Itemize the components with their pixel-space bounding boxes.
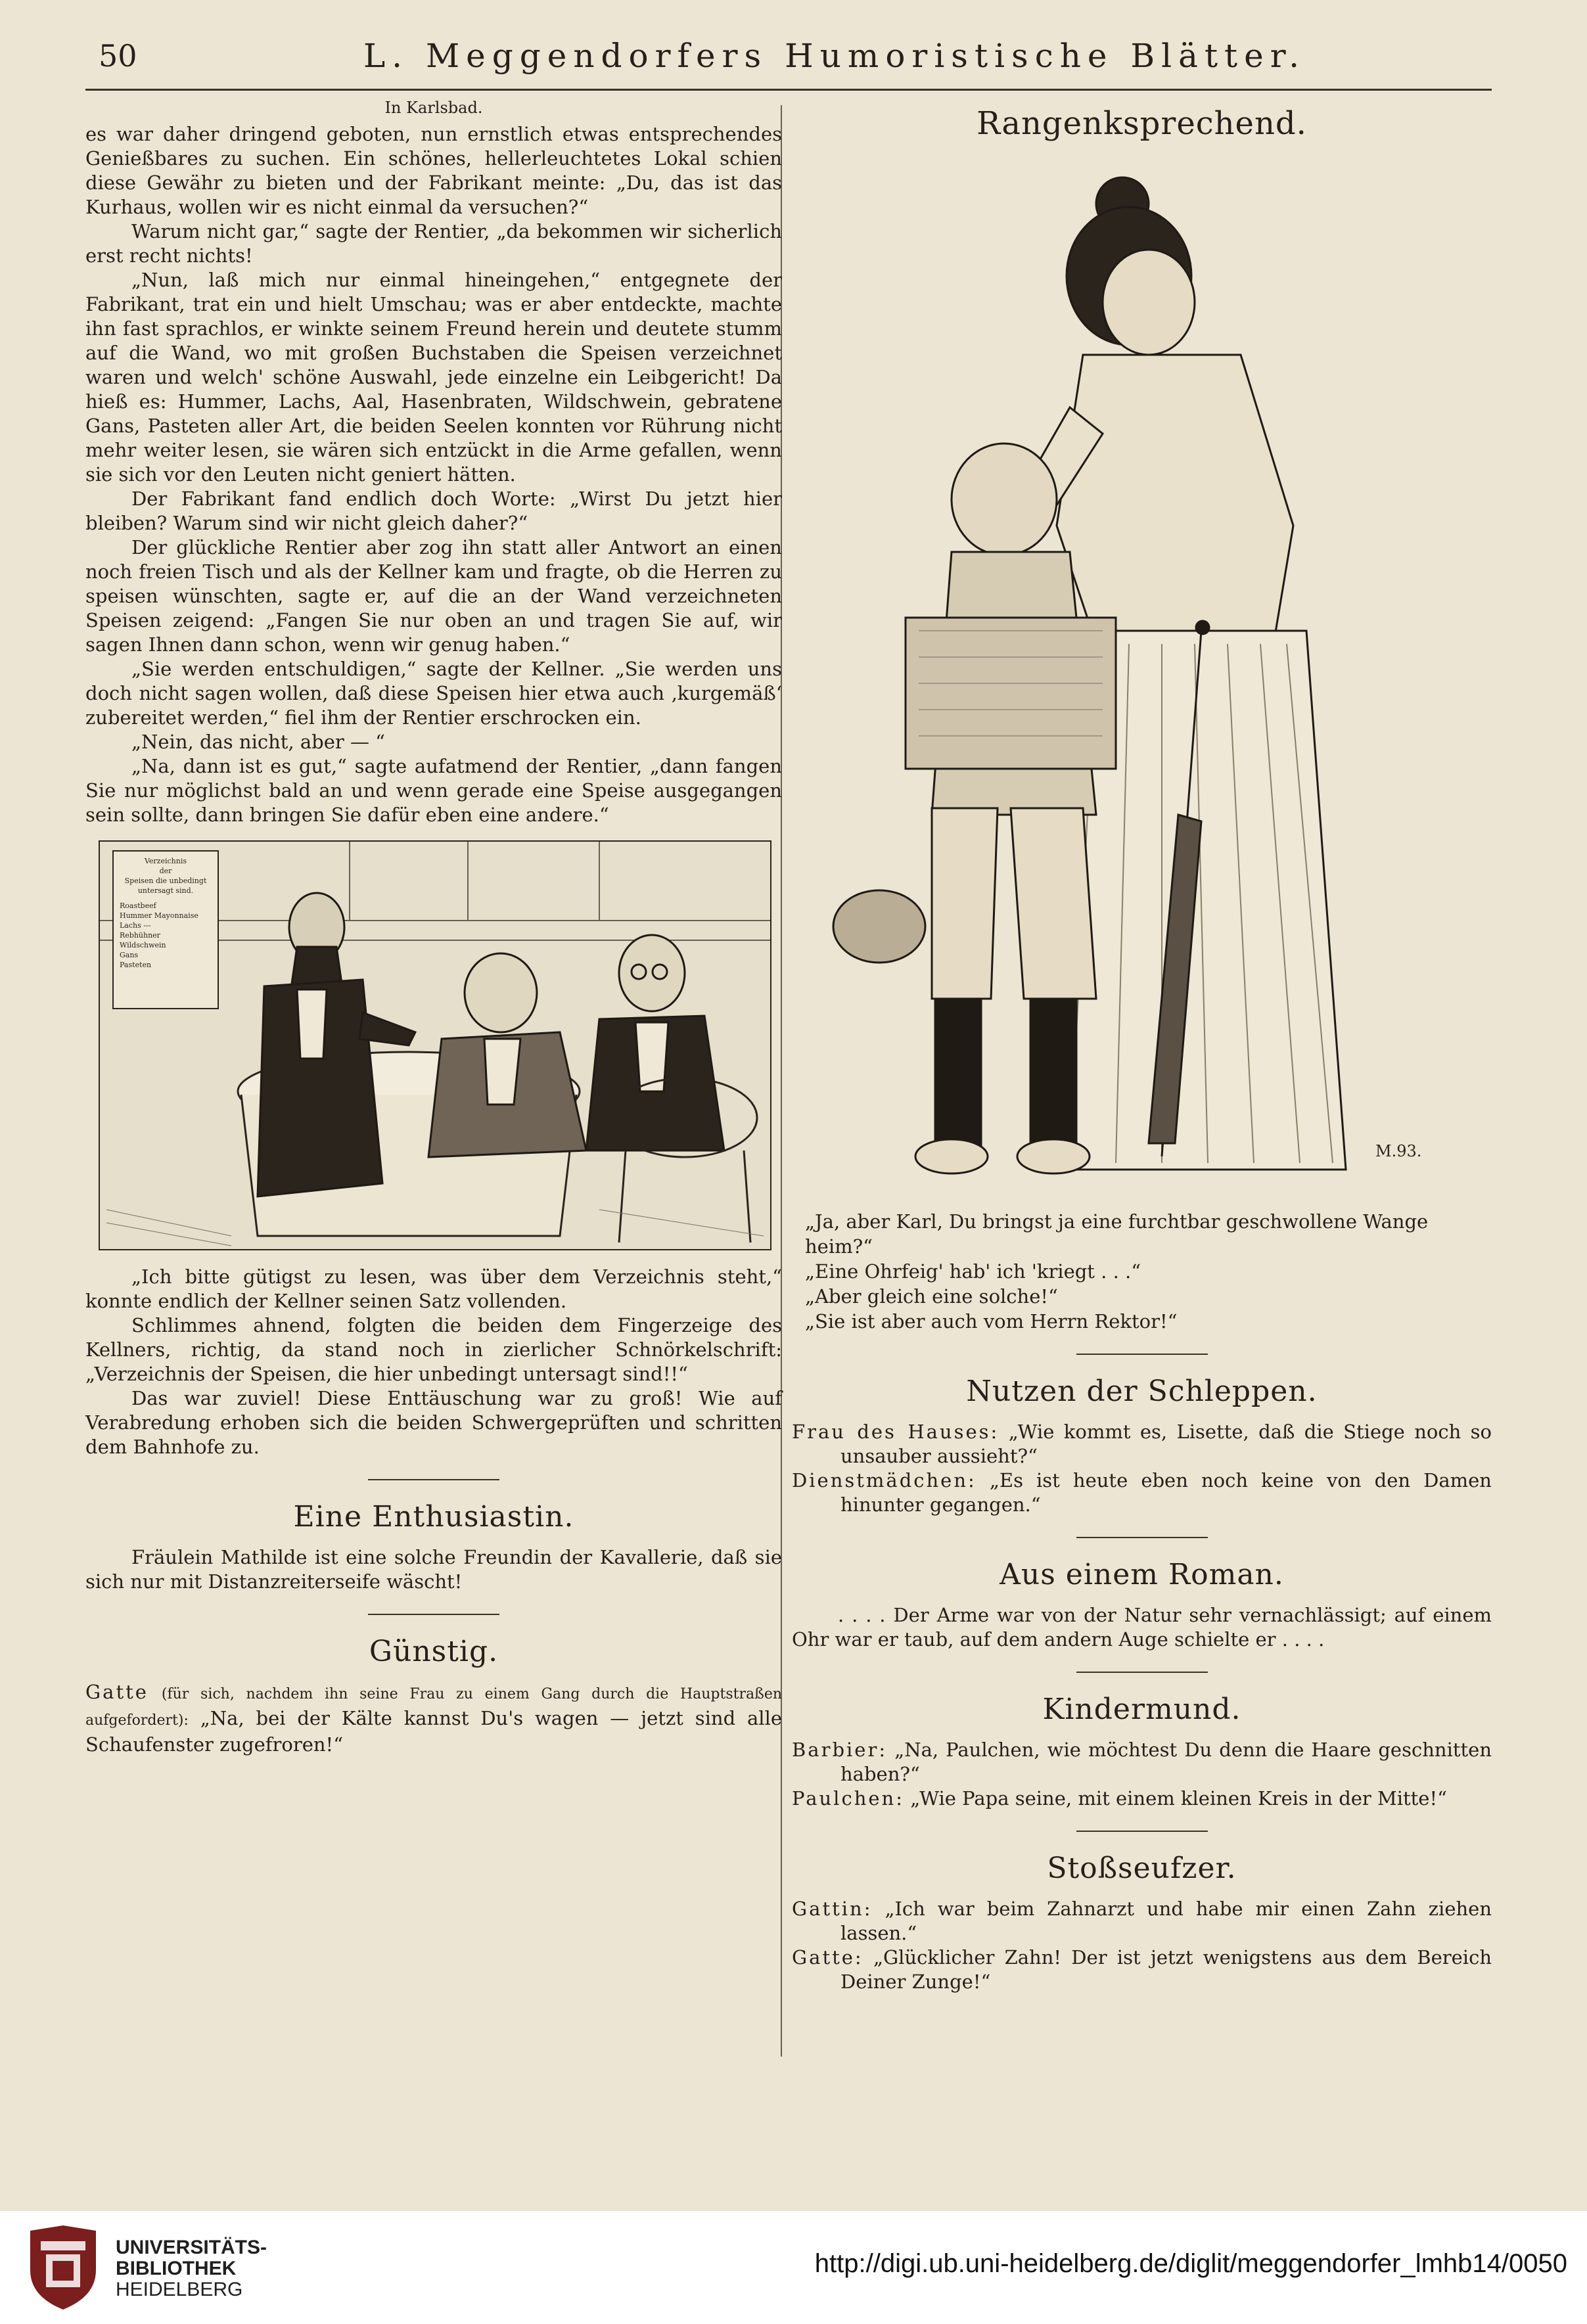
section-title-guenstig: Günstig. (369, 1635, 499, 1668)
library-footer (0, 2211, 1587, 2324)
speaker-label: Gattin: (792, 1898, 873, 1920)
caption-line: „Aber gleich eine solche!“ (805, 1285, 1058, 1308)
section-title-enthusiast: Eine Enthusiastin. (293, 1500, 574, 1534)
section-title-schleppen: Nutzen der Schleppen. (966, 1375, 1318, 1408)
sign-line: Lachs --- (120, 921, 151, 930)
kindermund-dialogue (792, 1738, 1492, 1811)
paragraph: Schlimmes ahnend, folgten die beiden dem Fingerzeige des Kellners, richtig, da stand noch in zierlicher Schnörkelschrift: „Verzeichnis der Speisen, die hier unbedingt untersagt sind!!“ (85, 1314, 782, 1385)
section-separator (1076, 1354, 1208, 1355)
caption-line: „Sie ist aber auch vom Herrn Rektor!“ (805, 1310, 1178, 1333)
sign-line: Wildschwein (120, 941, 166, 949)
library-name-line: BIBLIOTHEK (116, 2258, 237, 2279)
mother-child-drawing (820, 158, 1464, 1196)
left-column (85, 99, 782, 1757)
speaker-label: Gatte: (792, 1946, 863, 1969)
paragraph: Das war zuviel! Diese Enttäuschung war zu groß! Wie auf Verabredung erhoben sich die beiden Schwergeprüften und schritten dem Bahnhofe zu. (85, 1387, 782, 1458)
sign-line: Verzeichnis (144, 857, 187, 865)
section-title-roman: Aus einem Roman. (1000, 1558, 1284, 1591)
guenstig-text (85, 1680, 782, 1757)
schleppen-dialogue (792, 1420, 1492, 1517)
dialogue-text: „Na, bei der Kälte kannst Du's wagen — jetzt sind alle Schaufenster zugefroren!“ (85, 1707, 783, 1756)
paragraph: Der glückliche Rentier aber zog ihn statt aller Antwort an einen noch freien Tisch und als der Kellner kam und fragte, ob die Herren zu speisen wünschten, sagte er, auf die an der Wand verzeichneten Speisen zeigend: „Fangen Sie nur oben an und tragen Sie auf, wir sagen Ihnen dann schon, wenn wir genug haben.“ (85, 536, 782, 656)
library-name (116, 2237, 267, 2300)
sign-line: der (159, 867, 172, 875)
caption-line: „Eine Ohrfeig' hab' ich 'kriegt . . .“ (805, 1260, 1141, 1283)
journal-title: L. Meggendorfers Humoristische Blätter. (363, 37, 1306, 75)
dialogue-text: „Glücklicher Zahn! Der ist jetzt wenigstens aus dem Bereich Deiner Zunge!“ (840, 1946, 1492, 1993)
library-name-line: HEIDELBERG (116, 2279, 243, 2300)
speaker-label: Paulchen: (792, 1787, 904, 1810)
dialogue-text: „Wie Papa seine, mit einem kleinen Kreis in der Mitte!“ (910, 1787, 1447, 1810)
artist-signature: M.93. (1375, 1142, 1421, 1160)
article-karlsbad-part1 (85, 122, 782, 827)
section-title-rangen: Rangenksprechend. (977, 105, 1307, 142)
header-rule (85, 89, 1492, 91)
dialogue-text: „Ich war beim Zahnarzt und habe mir einen Zahn ziehen lassen.“ (840, 1898, 1492, 1944)
running-head (85, 33, 1492, 85)
enthusiast-text (85, 1545, 782, 1594)
rangen-dialogue (792, 1209, 1492, 1334)
section-separator (1076, 1537, 1208, 1538)
speaker-label: Barbier: (792, 1739, 888, 1761)
dialogue-text: „Na, Paulchen, wie möchtest Du denn die Haare geschnitten haben?“ (840, 1739, 1492, 1785)
dialogue-line (792, 1787, 1492, 1811)
sign-line: Rebhühner (120, 931, 160, 940)
paragraph: Der Fabrikant fand endlich doch Worte: „Wirst Du jetzt hier bleiben? Warum sind wir nicht gleich daher?“ (85, 488, 782, 534)
dialogue-line (792, 1946, 1492, 1994)
restaurant-illustration (99, 840, 771, 1250)
paragraph: es war daher dringend geboten, nun ernstlich etwas entsprechendes Genießbares zu suchen. Ein schönes, hellerleuchtetes Lokal schien diese Gewähr zu bieten und der Fabrikant meinte: „Du, das ist das Kurhaus, wollen wir es nicht einmal da versuchen?“ (85, 123, 782, 218)
dialogue-text: „Es ist heute eben noch keine von den Damen hinunter gegangen.“ (840, 1469, 1492, 1516)
sign-line: Roastbeef (120, 901, 156, 910)
stoss-dialogue (792, 1897, 1492, 1994)
dialogue-line (792, 1738, 1492, 1787)
section-separator (1076, 1672, 1208, 1673)
article-place: In Karlsbad. (384, 99, 483, 117)
speaker-label: Gatte (85, 1681, 149, 1703)
article-karlsbad-part2 (85, 1265, 782, 1459)
paragraph: „Nun, laß mich nur einmal hineingehen,“ entgegnete der Fabrikant, trat ein und hielt Umschau; was er aber entdeckte, machte ihn fast sprachlos, er winkte seinem Freund herein und deutete stumm auf die Wand, wo mit großen Buchstaben die Speisen verzeichnet waren und welch' schöne Auswahl, jede einzelne ein Leibgericht! Da hieß es: Hummer, Lachs, Aal, Hasenbraten, Wildschwein, gebratene Gans, Pasteten aller Art, die beiden Seelen konnten vor Rührung nicht mehr weiter lesen, sie wären sich entzückt in die Arme gefallen, wenn sie sich vor den Leuten nicht geniert hätten. (85, 269, 782, 486)
dialogue-line (792, 1420, 1492, 1469)
paragraph: „Nein, das nicht, aber — “ (131, 731, 386, 753)
paragraph: „Sie werden entschuldigen,“ sagte der Kellner. „Sie werden uns doch nicht sagen wollen, daß diese Speisen hier etwa auch ‚kurgemäß‘ zubereitet werden,“ fiel ihm der Rentier erschrocken ein. (85, 658, 782, 729)
section-title-stoss: Stoßseufzer. (1047, 1852, 1237, 1885)
library-name-line: UNIVERSITÄTS- (116, 2237, 267, 2258)
mother-child-illustration (820, 158, 1464, 1196)
dialogue-line (792, 1897, 1492, 1946)
library-logo-icon (26, 2224, 100, 2311)
sign-line: Speisen die unbedingt (124, 877, 207, 885)
stage-note: (für sich, nachdem ihn seine Frau zu einem Gang durch die Hauptstraßen aufgefordert): (85, 1686, 783, 1729)
page-number: 50 (99, 38, 137, 74)
sign-line: untersagt sind. (137, 886, 194, 895)
source-url-link[interactable]: http://digi.ub.uni-heidelberg.de/diglit/meggendorfer_lmhb14/0050 (814, 2249, 1567, 2278)
section-separator (368, 1479, 499, 1480)
right-column (792, 99, 1492, 1994)
menu-sign (116, 856, 216, 970)
section-separator (368, 1614, 499, 1615)
sign-line: Pasteten (120, 961, 152, 969)
section-title-kindermund: Kindermund. (1042, 1693, 1241, 1726)
sign-line: Hummer Mayonnaise (120, 911, 198, 920)
sign-line: Gans (120, 951, 139, 959)
dialogue-line (792, 1469, 1492, 1517)
paragraph: Fräulein Mathilde ist eine solche Freundin der Kavallerie, daß sie sich nur mit Distanzreiterseife wäscht! (85, 1546, 782, 1593)
speaker-label: Frau des Hauses: (792, 1421, 1000, 1443)
dialogue-text: „Wie kommt es, Lisette, daß die Stiege noch so unsauber aussieht?“ (840, 1421, 1492, 1467)
section-separator (1076, 1831, 1208, 1832)
paragraph: „Ich bitte gütigst zu lesen, was über dem Verzeichnis steht,“ konnte endlich der Kellner seinen Satz vollenden. (85, 1265, 782, 1312)
roman-text (792, 1603, 1492, 1652)
paragraph: Warum nicht gar,“ sagte der Rentier, „da bekommen wir sicherlich erst recht nichts! (85, 220, 782, 267)
speaker-label: Dienstmädchen: (792, 1469, 977, 1492)
caption-line: „Ja, aber Karl, Du bringst ja eine furchtbar geschwollene Wange heim?“ (805, 1210, 1429, 1258)
paragraph: . . . . Der Arme war von der Natur sehr vernachlässigt; auf einem Ohr war er taub, auf dem andern Auge schielte er . . . . (792, 1604, 1492, 1651)
paragraph: „Na, dann ist es gut,“ sagte aufatmend der Rentier, „dann fangen Sie nur möglichst bald an und wenn gerade eine Speise ausgegangen sein sollte, dann bringen Sie dafür eben eine andere.“ (85, 755, 782, 826)
